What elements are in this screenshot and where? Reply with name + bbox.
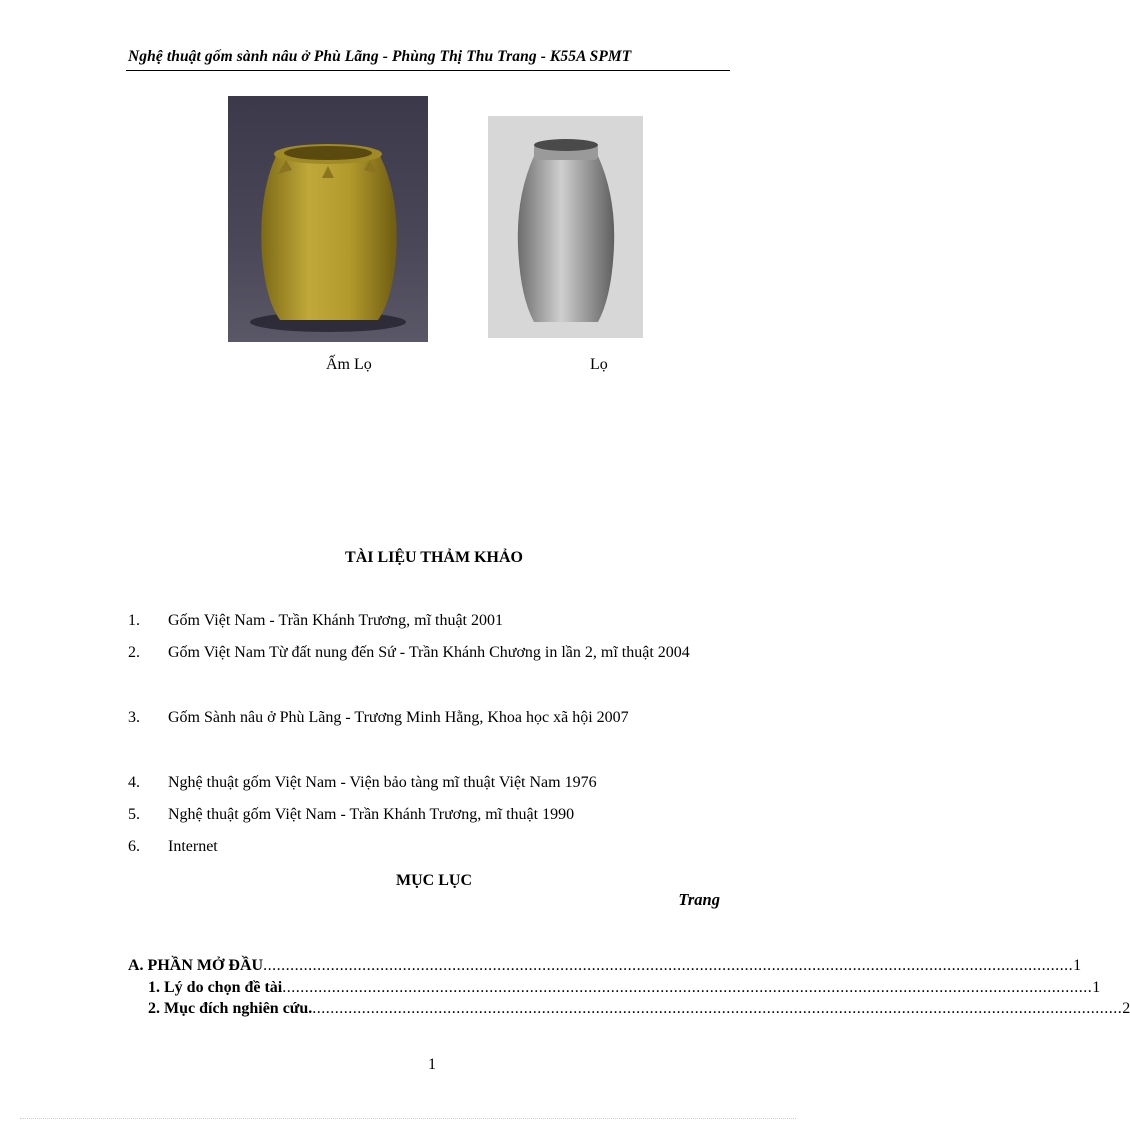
- reference-number: 3.: [128, 709, 140, 726]
- jar-photo-yellow: [228, 96, 428, 342]
- figure-caption-right: Lọ: [590, 356, 608, 373]
- running-header: Nghệ thuật gốm sành nâu ở Phù Lãng - Phùng Thị Thu Trang - K55A SPMT: [128, 48, 632, 65]
- reference-text: Nghệ thuật gốm Việt Nam - Viện bảo tàng mĩ thuật Việt Nam 1976: [168, 774, 597, 791]
- toc-entry-page: 1: [1073, 957, 1082, 974]
- reference-text: Gốm Việt Nam Từ đất nung đến Sứ - Trần Khánh Chương in lần 2, mĩ thuật 2004: [168, 644, 690, 661]
- reference-number: 1.: [128, 612, 140, 629]
- toc-entry[interactable]: [128, 957, 1082, 975]
- reference-number: 5.: [128, 806, 140, 823]
- yellow-jar-image: [228, 96, 428, 342]
- toc-entry-label: A. PHẦN MỞ ĐẦU: [128, 957, 264, 974]
- toc-entry[interactable]: [148, 979, 1101, 997]
- reference-text: Nghệ thuật gốm Việt Nam - Trần Khánh Trương, mĩ thuật 1990: [168, 806, 575, 823]
- toc-title: MỤC LỤC: [396, 872, 472, 889]
- references-title: TÀI LIỆU THẢM KHẢO: [345, 549, 523, 566]
- toc-page-header: Trang: [678, 890, 720, 909]
- reference-text: Gốm Sành nâu ở Phù Lãng - Trương Minh Hằng, Khoa học xã hội 2007: [168, 709, 629, 726]
- page-number: 1: [428, 1056, 436, 1073]
- reference-number: 4.: [128, 774, 140, 791]
- toc-entry-page: 2: [1122, 1000, 1130, 1017]
- toc-entry-label: 2. Mục đích nghiên cứu.: [148, 1000, 313, 1017]
- toc-entry-page: 1: [1092, 979, 1101, 996]
- toc-leader-dots: ....................................................................................................................................................................................: [263, 957, 1074, 974]
- toc-entry-label: 1. Lý do chọn đề tài: [148, 979, 283, 996]
- reference-text: Internet: [168, 838, 218, 855]
- toc-leader-dots: ....................................................................................................................................................................................: [282, 979, 1093, 996]
- toc-entry[interactable]: [148, 1000, 1130, 1018]
- header-rule: [126, 70, 730, 71]
- reference-number: 2.: [128, 644, 140, 661]
- toc-leader-dots: ....................................................................................................................................................................................: [312, 1000, 1123, 1017]
- page-bottom-edge: [20, 1118, 796, 1119]
- jar-photo-grey: [488, 116, 643, 338]
- grey-jar-image: [488, 116, 643, 338]
- reference-number: 6.: [128, 838, 140, 855]
- reference-text: Gốm Việt Nam - Trần Khánh Trương, mĩ thuật 2001: [168, 612, 503, 629]
- figure-caption-left: Ấm Lọ: [326, 356, 372, 373]
